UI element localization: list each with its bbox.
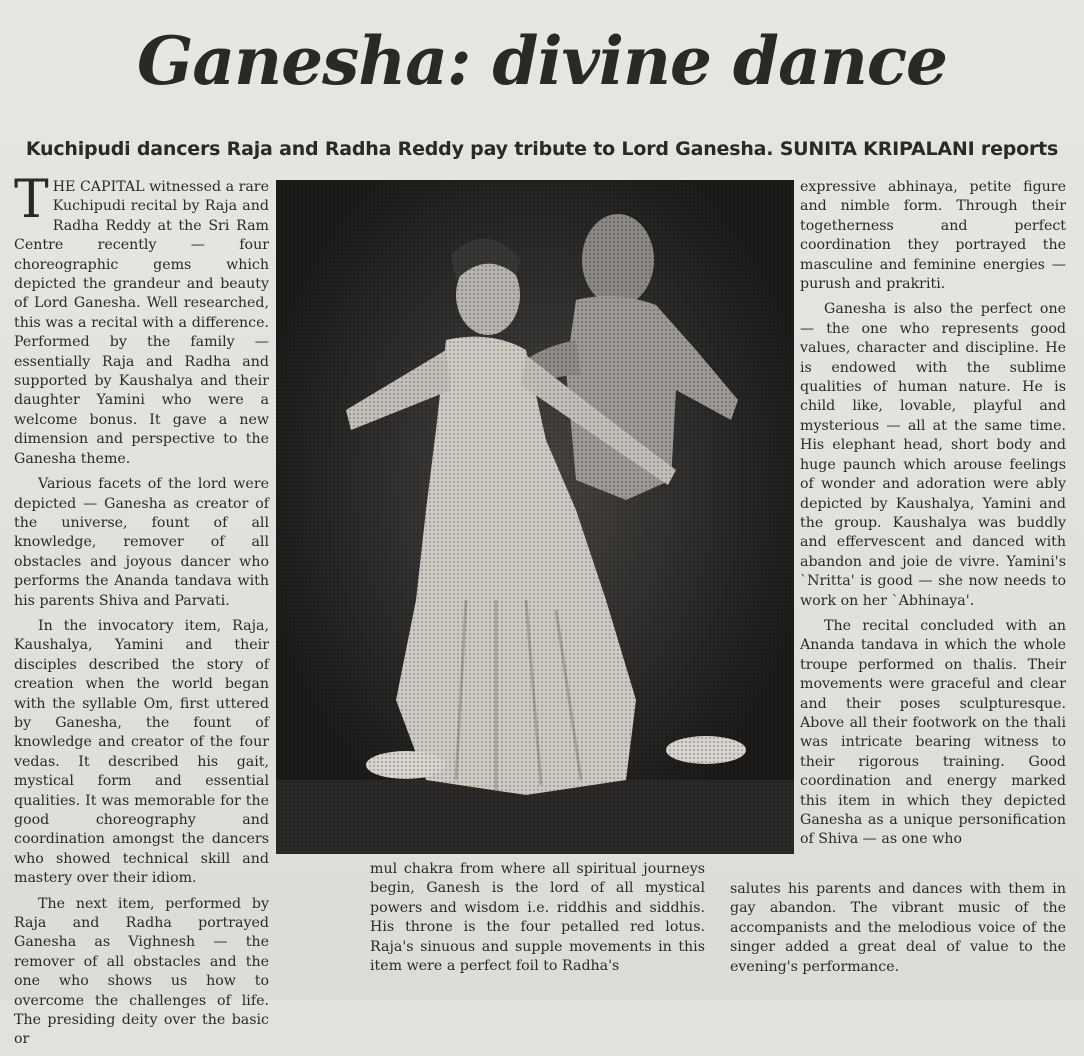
kicker: Kuchipudi dancers Raja and Radha Reddy pay tribute to Lord Ganesha. SUNITA KRIPALANI reports [25, 138, 1059, 160]
paragraph: salutes his parents and dances with them in gay abandon. The vibrant music of the accompanists and the melodious voice of the singer added a great deal of value to the evening's performance. [730, 881, 1066, 975]
column-2 [370, 860, 705, 982]
paragraph: The recital concluded with an Ananda tandava in which the whole troupe performed on thalis. Their movements were graceful and clear and their poses sculpturesque. Above all their footwork on the thali was intricate bearing witness to their rigorous training. Good coordination and energy marked this item in which they depicted Ganesha as a unique personification of Shiva — as one who [800, 617, 1066, 848]
dancers-photo-image [276, 180, 794, 854]
paragraph: The next item, performed by Raja and Radha portrayed Ganesha as Vighnesh — the remover of all obstacles and the one who shows us how to overcome the challenges of life. The presiding deity over the basic or [14, 895, 269, 1048]
paragraph: In the invocatory item, Raja, Kaushalya, Yamini and their disciples described the story of creation when the world began with the syllable Om, first uttered by Ganesha, the fount of knowledge and creator of the four vedas. It described his gait, mystical form and essential qualities. It was memorable for the good choreography and coordination amongst the dancers who showed technical skill and mastery over their idiom. [14, 617, 269, 887]
drop-cap: T [14, 170, 49, 230]
paragraph: Various facets of the lord were depicted — Ganesha as creator of the universe, fount of all knowledge, remover of all obstacles and joyous dancer who performs the Ananda tandava with his parents Shiva and Parvati. [14, 476, 269, 609]
paragraph: Ganesha is also the perfect one — the one who represents good values, character and discipline. He is endowed with the sublime qualities of human nature. He is child like, lovable, playful and mysterious — all at the same time. His elephant head, short body and huge paunch which arouse feelings of wonder and adoration were ably depicted by Kaushalya, Yamini and the group. Kaushalya was buddly and effervescent and danced with abandon and joie de vivre. Yamini's `Nritta' is good — she now needs to work on her `Abhinaya'. [800, 301, 1066, 609]
paragraph: expressive abhinaya, petite figure and nimble form. Through their togetherness and perfect coordination they portrayed the masculine and feminine energies — purush and prakriti. [800, 179, 1066, 293]
column-3-continued [730, 880, 1066, 983]
dancers-photo [276, 180, 794, 854]
column-1 [14, 170, 269, 1056]
column-3 [800, 178, 1066, 856]
headline: Ganesha: divine dance [136, 22, 948, 100]
paragraph: mul chakra from where all spiritual journeys begin, Ganesh is the lord of all mystical powers and wisdom i.e. riddhis and siddhis. His throne is the four petalled red lotus. Raja's sinuous and supple movements in this item were a perfect foil to Radha's [370, 861, 705, 975]
paragraph: THE CAPITAL witnessed a rare Kuchipudi recital by Raja and Radha Reddy at the Sri Ram Centre recently — four choreographic gems which depicted the grandeur and beauty of Lord Ganesha. Well researched, this was a recital with a difference. Performed by the family — essentially Raja and Radha and supported by Kaushalya and their daughter Yamini who were a welcome bonus. It gave a new dimension and perspective to the Ganesha theme. [14, 170, 269, 467]
